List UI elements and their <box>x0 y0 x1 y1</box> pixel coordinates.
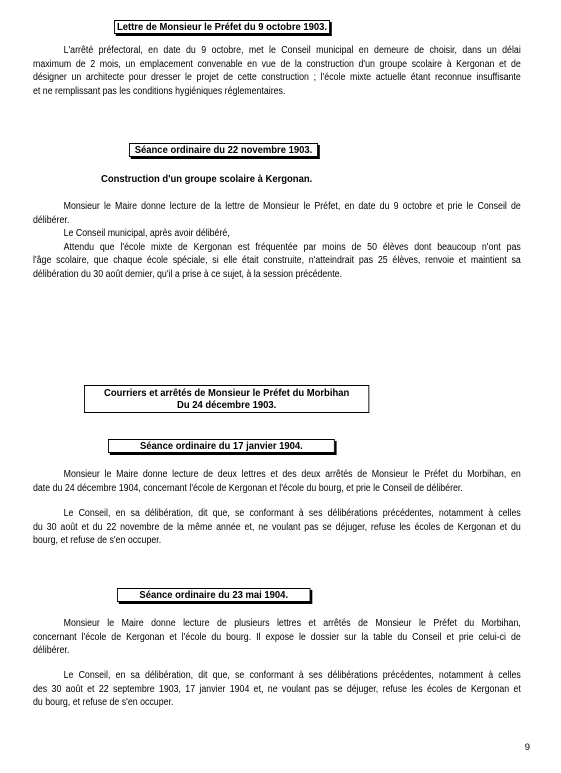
text-line: Attendu que l'école mixte de Kergonan est fréquentée par moins de 50 élèves dont beaucoup n'ont pas <box>63 241 521 253</box>
text-line: concernant l'école de Kergonan et l'école du bourg. Il expose le dossier sur la table du Conseil et prie celui-ci de <box>33 631 521 643</box>
paragraph-seance-22-novembre <box>33 200 521 281</box>
text-line: des 30 août et 22 septembre 1903, 17 janvier 1904 et, ne voulant pas se déjuger, refuse les écoles de Kergonan et <box>33 683 521 695</box>
text-line: Monsieur le Maire donne lecture de plusieurs lettres et arrêtés de Monsieur le Préfet du Morbihan, <box>63 618 521 629</box>
text-line: délibérer. <box>33 645 70 656</box>
text-line: Le Conseil, en sa délibération, dit que, se conformant à ses délibérations précédentes, notamment à celles <box>63 670 521 681</box>
section-subtitle-groupe-scolaire: Construction d'un groupe scolaire à Kergonan. <box>101 173 313 185</box>
page-number: 9 <box>524 742 530 753</box>
section-title-seance-22-novembre-1903: Séance ordinaire du 22 novembre 1903. <box>129 143 318 157</box>
section-title-prefet-letter: Lettre de Monsieur le Préfet du 9 octobre 1903. <box>114 20 330 34</box>
text-line: et ne remplissant pas les conditions hygiéniques réglementaires. <box>33 85 286 97</box>
title-line: Courriers et arrêtés de Monsieur le Préfet du Morbihan <box>104 387 350 399</box>
text-line: date du 24 décembre 1904, concernant l'école de Kergonan et l'école du bourg, et prie le Conseil de délibérer. <box>33 482 463 494</box>
text-line: désigner un architecte pour dresser le projet de cette construction ; l'école mixte actuelle étant reconnue insuffisante <box>33 72 521 83</box>
title-line: Du 24 décembre 1903. <box>177 399 277 411</box>
paragraph-prefet-letter <box>33 44 521 98</box>
text-line: délibérer. <box>33 214 70 226</box>
text-line: Le Conseil, en sa délibération, dit que, se conformant à ses délibérations précédentes, notamment à celles <box>63 508 521 519</box>
text-line: Monsieur le Maire donne lecture de deux lettres et des deux arrêtés de Monsieur le Préfet du Morbihan, en <box>63 469 521 480</box>
section-title-courriers-arretes <box>84 385 369 413</box>
text-line: du 30 août et du 22 novembre de la même année et, ne voulant pas se déjuger, refuse les écoles de Kergonan et du <box>33 521 521 533</box>
text-line: l'âge scolaire, que chaque école spéciale, si elle était construite, n'atteindrait pas 25 élèves, renvoie et maintient sa <box>33 255 521 266</box>
section-title-seance-23-mai-1904: Séance ordinaire du 23 mai 1904. <box>117 588 311 602</box>
paragraph-seance-17-janvier-p2 <box>33 507 521 548</box>
paragraph-seance-23-mai-p2 <box>33 669 521 710</box>
section-title-seance-17-janvier-1904: Séance ordinaire du 17 janvier 1904. <box>108 439 335 453</box>
paragraph-seance-23-mai-p1 <box>33 617 521 658</box>
text-line: Monsieur le Maire donne lecture de la lettre de Monsieur le Préfet, en date du 9 octobre et prie le Conseil de <box>63 201 521 212</box>
text-line: L'arrêté préfectoral, en date du 9 octobre, met le Conseil municipal en demeure de choisir, dans un délai <box>63 45 521 56</box>
text-line: délibération du 30 août dernier, qu'il a prise à ce sujet, à la session précédente. <box>33 268 343 280</box>
paragraph-seance-17-janvier-p1 <box>33 468 521 495</box>
text-line: du bourg, et refuse de s'en occuper. <box>33 697 174 708</box>
text-line: Le Conseil municipal, après avoir délibéré, <box>63 228 230 239</box>
text-line: bourg, et refuse de s'en occuper. <box>33 535 162 546</box>
text-line: maximum de 2 mois, un emplacement convenable en vue de la construction d'un groupe scolaire à Kergonan et de <box>33 58 521 70</box>
